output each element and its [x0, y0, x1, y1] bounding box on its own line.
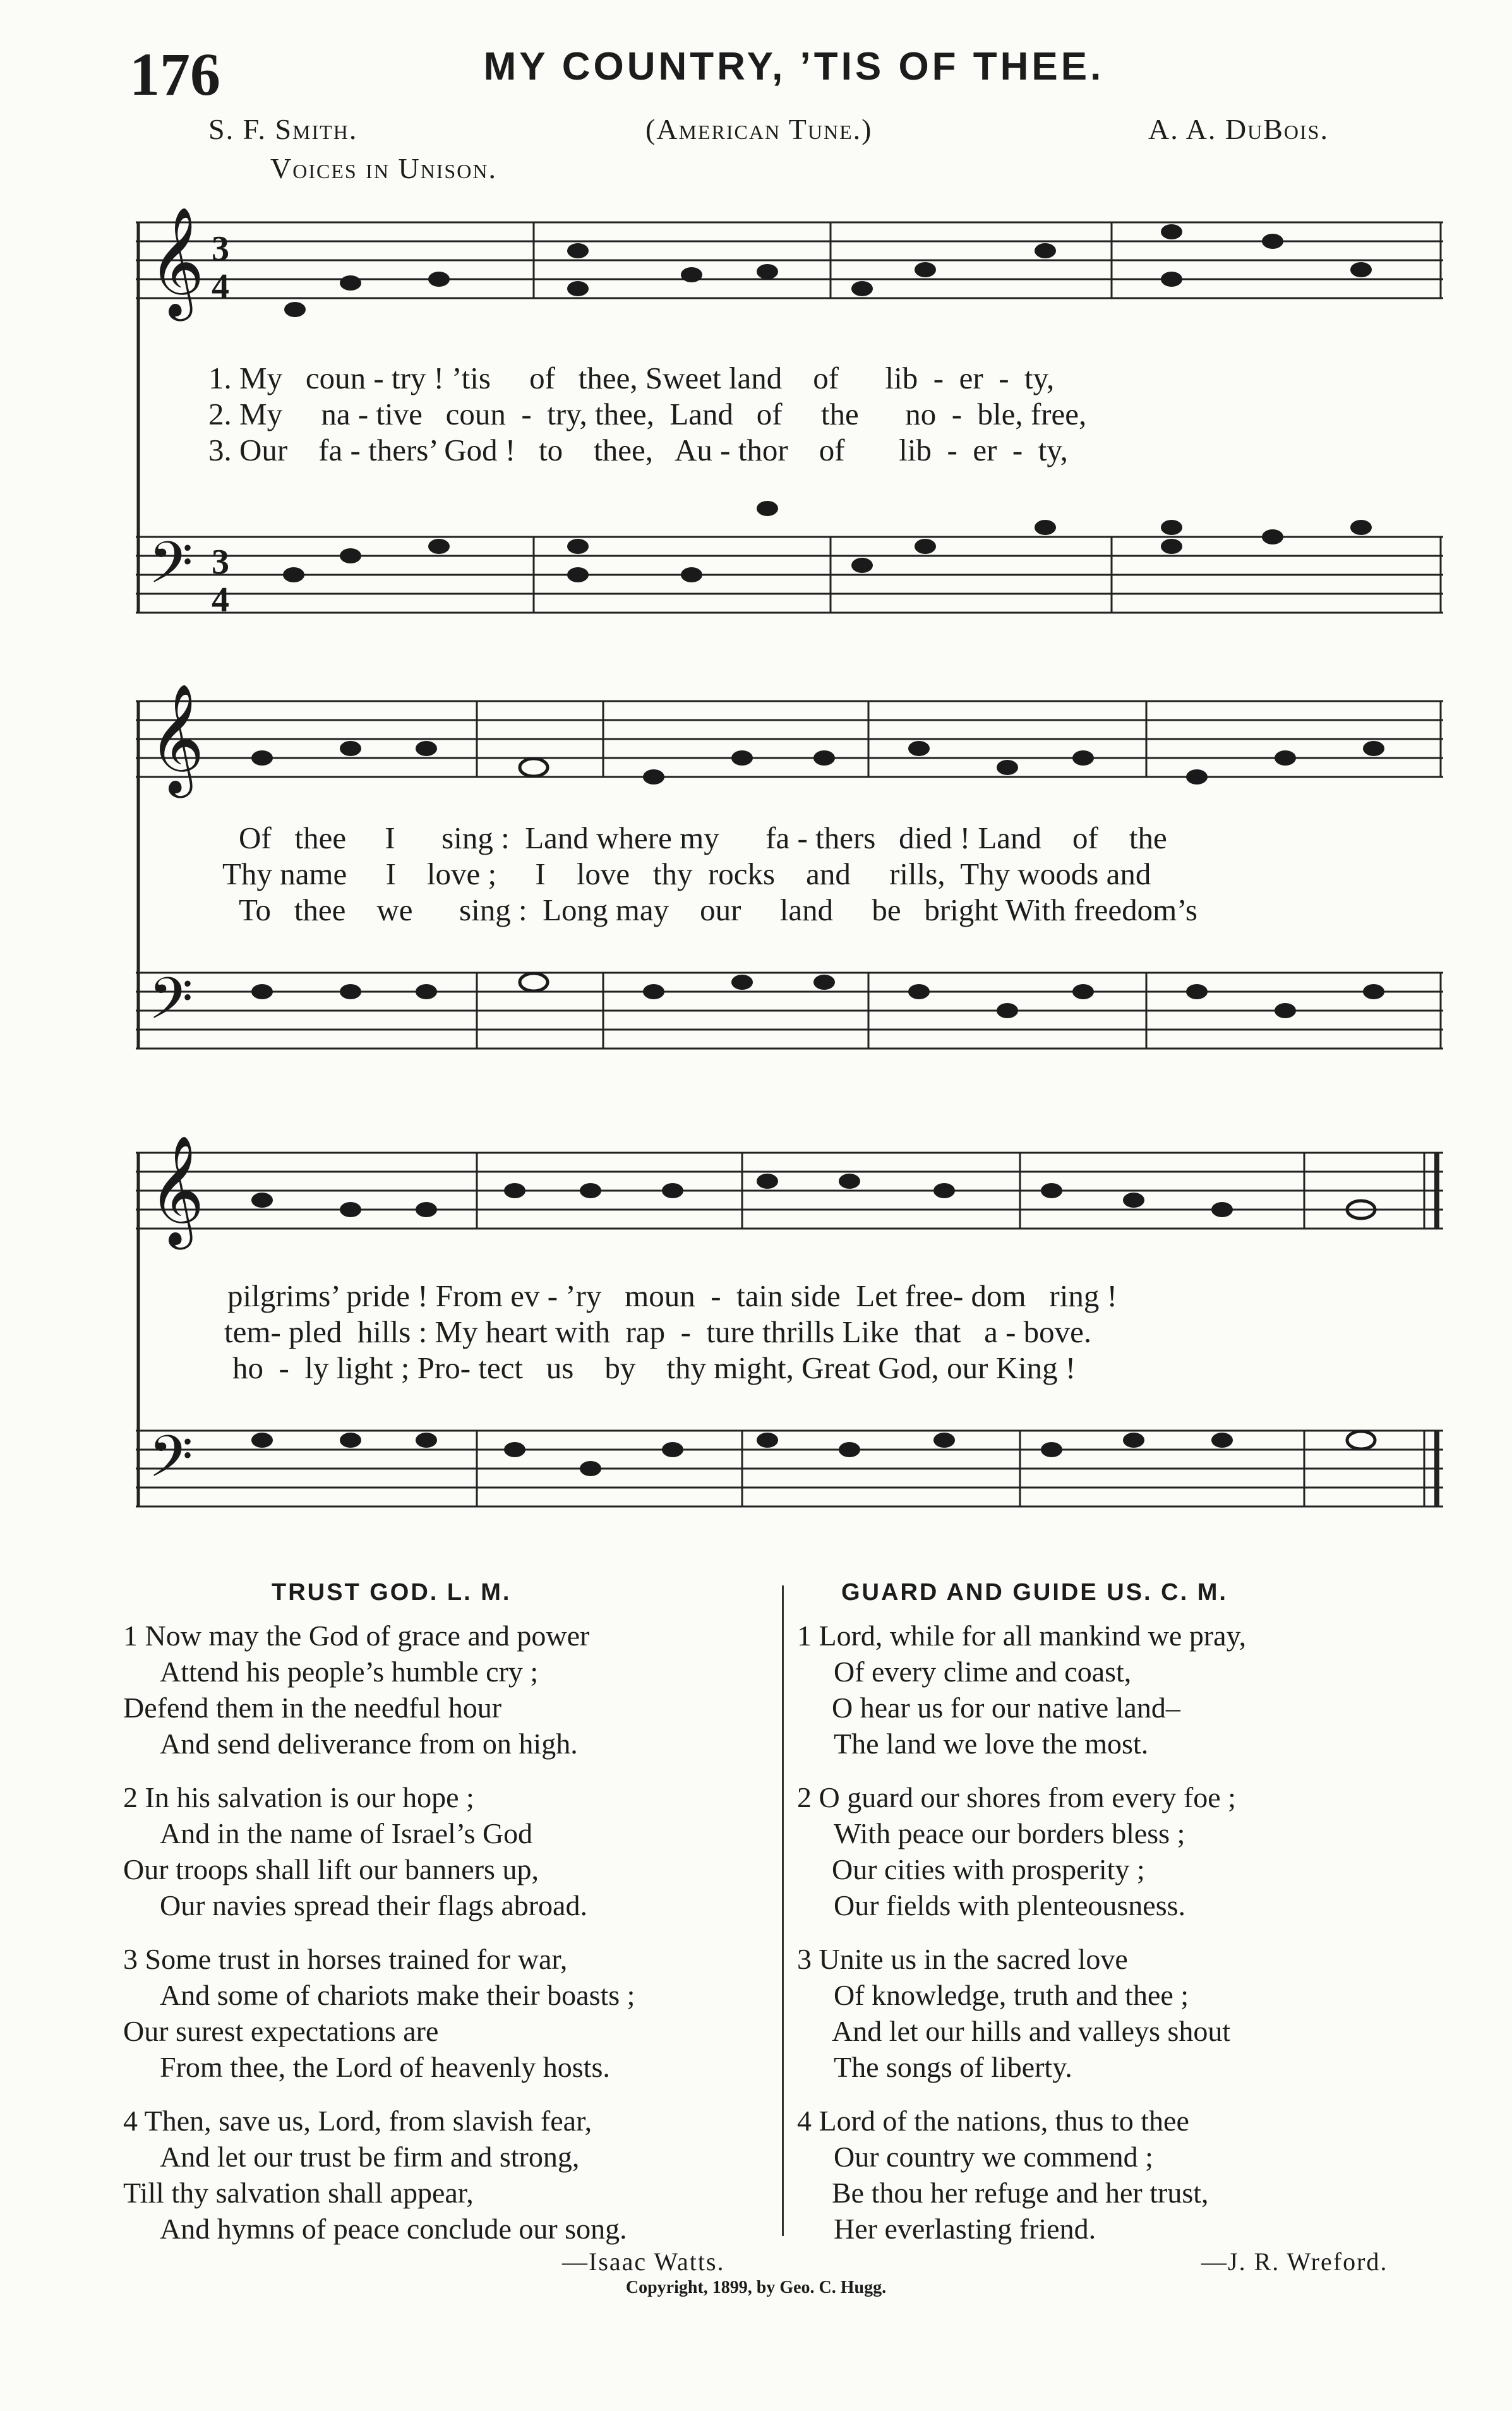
svg-text:4: 4	[212, 580, 229, 620]
lyrics-line-2-v1: Of thee I sing : Land where my fa - thers died ! Land of the	[239, 821, 1167, 855]
lyrics-line-2-v3: To thee we sing : Long may our land be bright With freedom’s	[239, 893, 1197, 927]
author-credit: S. F. Smith.	[208, 113, 358, 145]
svg-text:𝄞: 𝄞	[148, 207, 205, 316]
svg-text:3: 3	[212, 229, 229, 268]
stanza-line: And in the name of Israel’s God	[160, 1817, 533, 1849]
stanza-line: The songs of liberty.	[834, 2051, 1072, 2083]
stanza-1	[123, 1618, 780, 1762]
svg-text:4: 4	[212, 267, 229, 306]
stanza-line: 4 Then, save us, Lord, from slavish fear,	[123, 2105, 592, 2137]
stanza-line: 2 In his salvation is our hope ;	[123, 1781, 474, 1813]
svg-text:𝄞: 𝄞	[148, 1135, 205, 1245]
stanza-line: Our cities with prosperity ;	[832, 1853, 1145, 1885]
svg-text:3: 3	[212, 543, 229, 582]
stanza-line: And hymns of peace conclude our song.	[160, 2213, 627, 2245]
stanza-4	[123, 2103, 780, 2247]
copyright-notice: Copyright, 1899, by Geo. C. Hugg.	[625, 2278, 887, 2297]
stanza-line: And send deliverance from on high.	[160, 1728, 578, 1760]
stanza-line: 3 Unite us in the sacred love	[797, 1943, 1128, 1975]
lyrics-line-1-v2: 2. My na - tive coun - try, thee, Land of the no - ble, free,	[208, 397, 1087, 431]
stanza-line: And some of chariots make their boasts ;	[160, 1979, 635, 2011]
stanza-line: O hear us for our native land–	[832, 1692, 1180, 1724]
stanza-line: 1 Lord, while for all mankind we pray,	[797, 1620, 1247, 1652]
stanza-line: Till thy salvation shall appear,	[123, 2177, 474, 2209]
stanza-line: 1 Now may the God of grace and power	[123, 1620, 590, 1652]
column-divider	[782, 1585, 784, 2236]
stanza-3	[797, 1941, 1454, 2085]
stanza-line: Of knowledge, truth and thee ;	[834, 1979, 1189, 2011]
stanza-line: From thee, the Lord of heavenly hosts.	[160, 2051, 610, 2083]
svg-text:𝄢: 𝄢	[148, 529, 193, 610]
stanza-line: Attend his people’s humble cry ;	[160, 1656, 539, 1688]
attribution-left: —Isaac Watts.	[562, 2247, 725, 2276]
lyrics-line-3-v1: pilgrims’ pride ! From ev - ’ry moun - tain side Let free- dom ring !	[227, 1278, 1117, 1313]
stanza-line: Her everlasting friend.	[834, 2213, 1096, 2245]
lyrics-line-1-v3: 3. Our fa - thers’ God ! to thee, Au - thor of lib - er - ty,	[208, 433, 1068, 467]
hymn-title-right: GUARD AND GUIDE US. C. M.	[841, 1579, 1228, 1606]
stanza-line: 4 Lord of the nations, thus to thee	[797, 2105, 1189, 2137]
stanza-line: Be thou her refuge and her trust,	[832, 2177, 1209, 2209]
performance-note: Voices in Unison.	[270, 152, 497, 184]
stanza-line: Our country we commend ;	[834, 2141, 1153, 2173]
stanza-4	[797, 2103, 1454, 2247]
hymn-title: MY COUNTRY, ’TIS OF THEE.	[483, 45, 1105, 88]
lyrics-line-3-v2: tem- pled hills : My heart with rap - ture thrills Like that a - bove.	[224, 1314, 1092, 1349]
stanza-line: Our navies spread their flags abroad.	[160, 1889, 587, 1921]
stanza-line: And let our hills and valleys shout	[832, 2015, 1231, 2047]
stanza-line: And let our trust be firm and strong,	[160, 2141, 580, 2173]
stanza-line: Defend them in the needful hour	[123, 1692, 502, 1724]
hymn-title-left: TRUST GOD. L. M.	[272, 1579, 512, 1606]
stanza-2	[123, 1779, 780, 1923]
svg-text:𝄞: 𝄞	[148, 683, 205, 793]
stanza-line: 2 O guard our shores from every foe ;	[797, 1781, 1236, 1813]
stanza-3	[123, 1941, 780, 2085]
hymn-guard-and-guide	[797, 1579, 1454, 2276]
tune-credit: (American Tune.)	[645, 113, 873, 145]
stanza-line: Our surest expectations are	[123, 2015, 439, 2047]
stanza-1	[797, 1618, 1454, 1762]
lyrics-line-1-v1: 1. My coun - try ! ’tis of thee, Sweet land of lib - er - ty,	[208, 361, 1055, 395]
stanza-2	[797, 1779, 1454, 1923]
svg-text:𝄢: 𝄢	[148, 1423, 193, 1504]
page-number: 176	[129, 40, 220, 108]
stanza-line: 3 Some trust in horses trained for war,	[123, 1943, 568, 1975]
attribution-right: —J. R. Wreford.	[1201, 2247, 1388, 2276]
stanza-line: The land we love the most.	[834, 1728, 1149, 1760]
stanza-line: Our troops shall lift our banners up,	[123, 1853, 539, 1885]
lyrics-line-2-v2: Thy name I love ; I love thy rocks and rills, Thy woods and	[222, 857, 1151, 891]
hymn-trust-god	[123, 1579, 780, 2276]
stanza-line: Of every clime and coast,	[834, 1656, 1132, 1688]
composer-credit: A. A. DuBois.	[1148, 113, 1329, 145]
stanza-line: With peace our borders bless ;	[834, 1817, 1185, 1849]
svg-text:𝄢: 𝄢	[148, 965, 193, 1046]
lyrics-line-3-v3: ho - ly light ; Pro- tect us by thy might, Great God, our King !	[232, 1350, 1076, 1385]
stanza-line: Our fields with plenteousness.	[834, 1889, 1186, 1921]
